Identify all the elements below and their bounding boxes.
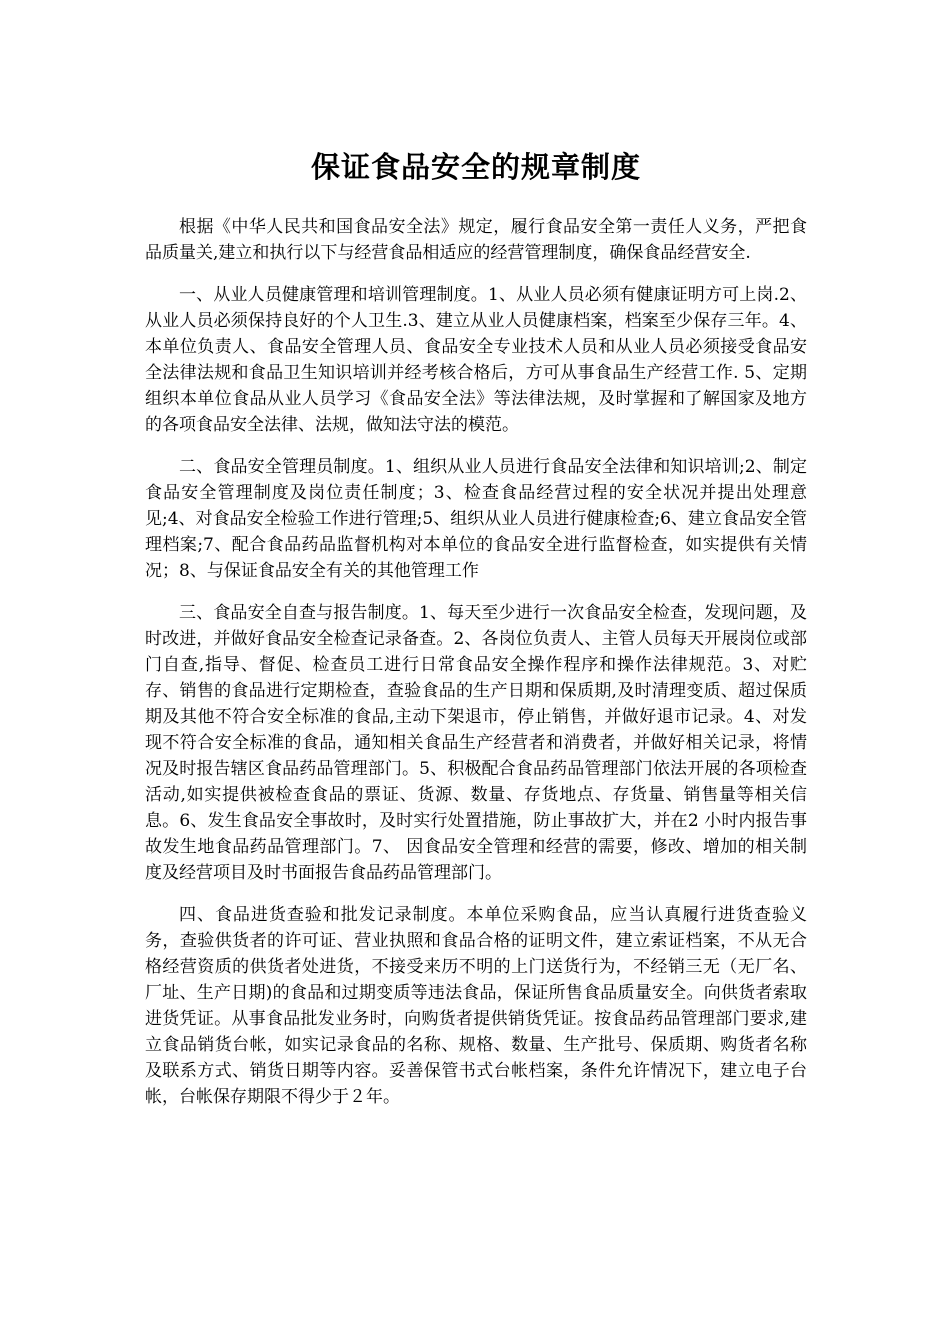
- section-2-paragraph: 二、食品安全管理员制度。1、组织从业人员进行食品安全法律和知识培训;2、制定食品安全管理制度及岗位责任制度；3、检查食品经营过程的安全状况并提出处理意见;4、对食品安全检验工作进行管理;5、组织从业人员进行健康检查;6、建立食品安全管理档案;7、配合食品药品监督机构对本单位的食品安全进行监督检查，如实提供有关情况；8、与保证食品安全有关的其他管理工作: [145, 457, 807, 581]
- section-1-paragraph: 一、从业人员健康管理和培训管理制度。1、从业人员必须有健康证明方可上岗.2、从业人员必须保持良好的个人卫生.3、建立从业人员健康档案，档案至少保存三年。4、本单位负责人、食品安全管理人员、食品安全专业技术人员和从业人员必须接受食品安全法律法规和食品卫生知识培训并经考核合格后，方可从事食品生产经营工作. 5、定期组织本单位食品从业人员学习《食品安全法》等法律法规，及时掌握和了解国家及地方的各项食品安全法律、法规，做知法守法的模范。: [145, 285, 807, 435]
- section-4-paragraph: 四、食品进货查验和批发记录制度。本单位采购食品，应当认真履行进货查验义务，查验供货者的许可证、营业执照和食品合格的证明文件，建立索证档案，不从无合格经营资质的供货者处进货，不接受来历不明的上门送货行为，不经销三无（无厂名、厂址、生产日期)的食品和过期变质等违法食品，保证所售食品质量安全。向供货者索取进货凭证。从事食品批发业务时，向购货者提供销货凭证。按食品药品管理部门要求,建立食品销货台帐，如实记录食品的名称、规格、数量、生产批号、保质期、购货者名称及联系方式、销货日期等内容。妥善保管书式台帐档案，条件允许情况下，建立电子台帐，台帐保存期限不得少于２年。: [145, 905, 807, 1107]
- document-title: 保证食品安全的规章制度: [310, 150, 641, 184]
- section-3-paragraph: 三、食品安全自查与报告制度。1、每天至少进行一次食品安全检查，发现问题，及时改进，并做好食品安全检查记录备查。2、各岗位负责人、主管人员每天开展岗位或部门自查,指导、督促、检查员工进行日常食品安全操作程序和操作法律规范。3、对贮存、销售的食品进行定期检查，查验食品的生产日期和保质期,及时清理变质、超过保质期及其他不符合安全标准的食品,主动下架退市，停止销售，并做好退市记录。4、对发现不符合安全标准的食品，通知相关食品生产经营者和消费者，并做好相关记录，将情况及时报告辖区食品药品管理部门。5、积极配合食品药品管理部门依法开展的各项检查活动,如实提供被检查食品的票证、货源、数量、存货地点、存货量、销售量等相关信息。6、发生食品安全事故时，及时实行处置措施，防止事故扩大，并在2 小时内报告事故发生地食品药品管理部门。7、 因食品安全管理和经营的需要，修改、增加的相关制度及经营项目及时书面报告食品药品管理部门。: [145, 603, 807, 883]
- intro-paragraph: 根据《中华人民共和国食品安全法》规定，履行食品安全第一责任人义务，严把食品质量关,建立和执行以下与经营食品相适应的经营管理制度，确保食品经营安全.: [145, 217, 807, 263]
- document-page: [145, 148, 807, 1126]
